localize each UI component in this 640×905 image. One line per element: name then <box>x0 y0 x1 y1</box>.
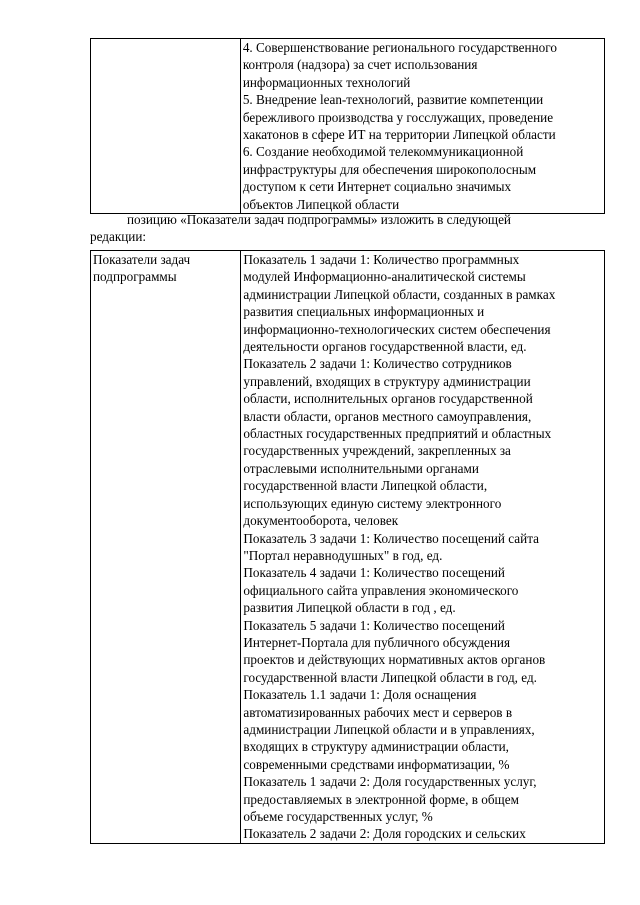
text-line: хакатонов в сфере ИТ на территории Липецкой области <box>242 127 556 143</box>
text-line: администрации Липецкой области, созданных в рамках <box>243 286 556 302</box>
indicators-table <box>90 250 605 844</box>
text-line: использующих единую систему электронного <box>243 495 502 511</box>
text-line: Интернет-Портала для публичного обсуждения <box>243 634 511 650</box>
indicators-label-cell <box>91 251 241 844</box>
text-line: 4. Совершенствование регионального государственного <box>242 40 557 55</box>
text-line: государственной власти Липецкой области в год, ед. <box>243 669 537 685</box>
text-line: 6. Создание необходимой телекоммуникационной <box>242 144 524 160</box>
text-line: инфраструктуры для обеспечения широкополосным <box>242 161 537 177</box>
text-line: бережливого производства у госслужащих, проведение <box>242 109 554 125</box>
text-line: современными средствами информатизации, % <box>243 756 510 772</box>
amendment-paragraph <box>90 211 605 246</box>
text-line: Показатель 1 задачи 2: Доля государственных услуг, <box>243 774 537 790</box>
paragraph-line: редакции: <box>90 229 147 245</box>
text-line: контроля (надзора) за счет использования <box>242 57 478 73</box>
top-table-right-cell <box>240 39 604 214</box>
text-line: власти области, органов местного самоуправления, <box>243 408 532 424</box>
label-line: Показатели задач <box>93 252 191 267</box>
text-line: входящих в структуру администрации области, <box>243 739 509 755</box>
text-line: Показатель 2 задачи 1: Количество сотрудников <box>243 356 512 372</box>
indicators-content-cell <box>241 251 605 844</box>
text-line: Показатель 1 задачи 1: Количество программных <box>243 252 520 267</box>
text-line: администрации Липецкой области и в управлениях, <box>243 721 535 737</box>
text-line: доступом к сети Интернет социально значимых <box>242 179 512 195</box>
text-line: модулей Информационно-аналитической системы <box>243 269 526 285</box>
text-line: Показатель 2 задачи 2: Доля городских и сельских <box>243 826 526 842</box>
text-line: государственной власти Липецкой области, <box>243 478 488 494</box>
text-line: Показатель 1.1 задачи 1: Доля оснащения <box>243 687 477 703</box>
text-line: проектов и действующих нормативных актов органов <box>243 652 546 668</box>
text-line: Показатель 5 задачи 1: Количество посещений <box>243 617 505 633</box>
text-line: управлений, входящих в структуру администрации <box>243 373 531 389</box>
text-line: развития Липецкой области в год , ед. <box>243 600 456 616</box>
text-line: предоставляемых в электронной форме, в общем <box>243 791 519 807</box>
text-line: "Портал неравнодушных" в год, ед. <box>243 547 443 563</box>
text-line: документооборота, человек <box>243 513 399 529</box>
top-table-row <box>91 39 605 214</box>
text-line: развития специальных информационных и <box>243 304 485 320</box>
text-line: областных государственных предприятий и областных <box>243 426 552 442</box>
label-line: подпрограммы <box>93 269 177 285</box>
text-line: государственных учреждений, закрепленных за <box>243 443 511 459</box>
paragraph-line: позицию «Показатели задач подпрограммы» изложить в следующей <box>127 212 511 227</box>
text-line: отраслевыми исполнительными органами <box>243 460 479 476</box>
top-table-left-cell <box>91 39 241 214</box>
text-line: информационных технологий <box>242 74 411 90</box>
text-line: объектов Липецкой области <box>242 196 400 212</box>
top-table <box>90 38 605 214</box>
indicators-row <box>91 251 605 844</box>
text-line: автоматизированных рабочих мест и серверов в <box>243 704 513 720</box>
text-line: деятельности органов государственной власти, ед. <box>243 339 527 355</box>
text-line: информационно-технологических систем обеспечения <box>243 321 551 337</box>
text-line: Показатель 4 задачи 1: Количество посещений <box>243 565 505 581</box>
text-line: официального сайта управления экономического <box>243 582 519 598</box>
text-line: области, исполнительных органов государственной <box>243 391 533 407</box>
text-line: Показатель 3 задачи 1: Количество посещений сайта <box>243 530 539 546</box>
text-line: 5. Внедрение lean-технологий, развитие компетенции <box>242 92 544 108</box>
text-line: объеме государственных услуг, % <box>243 809 433 824</box>
